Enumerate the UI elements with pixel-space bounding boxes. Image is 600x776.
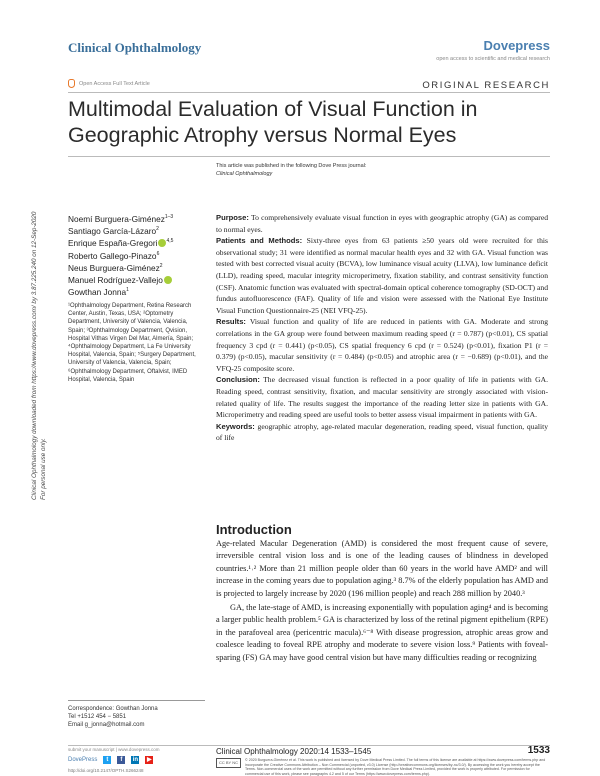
personal-use-line: For personal use only. [40,438,47,500]
introduction-body [216,538,548,664]
keywords-label: Keywords: [216,421,255,431]
correspondence-tel: Tel +1512 454 − 5851 [68,714,127,720]
journal-name: Clinical Ophthalmology [68,40,202,55]
footer-citation: Clinical Ophthalmology 2020:14 1533–1545 [216,747,372,756]
correspondence-email[interactable]: Email g_jonna@hotmail.com [68,722,145,728]
dovepress-logo[interactable]: DovePress [68,757,98,763]
correspondence [68,705,158,729]
methods-text: Sixty-three eyes from 63 patients ≥50 years old were recruited for this observational study; 31 were identified as normal macular health eyes and 32 with GA. Visual function was tested with best corrected visual acuity (BCVA), low luminance visual acuity (LLVA), low luminance deficit (LLD), reading speed, macular integrity microperimetry, fixation stability, and contrast sensitivity function (CSF). Anatomic function was evaluated with spectral-domain optical coherence tomography (SD-OCT) and fundus autofluorescence (FAF). Quality of life and vision were assessed with the National Eye Institute Visual Function Questionnaire-25 (NEI VFQ-25). [216,236,548,315]
publication-note [216,162,366,178]
publisher-tagline: open access to scientific and medical research [436,56,550,62]
author-name [68,262,173,274]
divider [68,92,550,93]
purpose-text: To comprehensively evaluate visual function in eyes with geographic atrophy (GA) as compared to normal eyes. [216,213,548,234]
footer-logo-row [68,756,153,764]
author-affiliation-sup: 6 [156,250,160,257]
article-title: Multimodal Evaluation of Visual Function in Geographic Atrophy versus Normal Eyes [68,97,478,147]
purpose-label: Purpose: [216,213,249,222]
open-access-label: Open Access Full Text Article [79,80,150,87]
linkedin-icon[interactable]: in [132,757,139,763]
author-name-text: Enrique España-Gregori [68,238,158,249]
author-affiliation-sup: 1–3 [164,214,174,221]
author-name [68,274,173,286]
open-access-icon [68,79,75,88]
author-affiliation-sup: 2 [159,263,163,270]
author-name [68,213,173,225]
publication-note-line: This article was published in the following Dove Press journal: [216,163,367,169]
divider [68,156,550,157]
author-name [68,237,173,249]
author-name-text: Neus Burguera-Giménez [68,262,160,273]
results-label: Results: [216,317,246,327]
author-name-text: Gowthan Jonna [68,287,127,298]
keywords-text: geographic atrophy, age-related macular degeneration, reading speed, visual function, quality of life [216,421,548,443]
paragraph: Age-related Macular Degeneration (AMD) is considered the most frequent cause of severe, irreversible central vision loss and is one of the leading causes of blindness in developed countries.¹˒² More than 21 million people older than 60 years in the world have AMD² and will increase in the coming years due to population aging.³ 8.7% of the elderly population has AMD and is projected to largely increase by 2020 (196 million people) and reach 288 million by 2040.³ [216,539,548,598]
publication-note-journal: Clinical Ophthalmology [216,171,273,177]
author-affiliation-sup: 4,5 [166,238,174,245]
author-list [68,213,173,298]
youtube-icon[interactable]: ▶ [147,757,152,763]
submit-link[interactable]: submit your manuscript | www.dovepress.com [68,747,160,752]
orcid-icon[interactable] [164,276,172,284]
results-text: Visual function and quality of life are reduced in patients with GA. Moderate and strong correlations in the GA group were found between maximum reading speed (r = 0.787) (p<0.01), CS spatial frequency 3 cpd (r = 0.441) (p<0.05), CS spatial frequency 6 cpd (r = 0.524) (p<0.01), fixation P1 (r = 0.379) (p<0.05), macular sensitivity (r = 0.484) (p<0.05) and atrophic area (r = −0.689) (p<0.01), and the VFQ-25 composite score. [216,317,548,373]
facebook-icon[interactable]: f [117,756,125,764]
author-name [68,286,173,298]
divider [68,700,205,701]
download-watermark [30,212,48,500]
doi-link[interactable]: http://doi.org/10.2147/OPTH.S266248 [68,768,144,773]
license-block [216,758,548,776]
publisher-logo[interactable]: Dovepress [483,38,550,53]
paragraph: GA, the late-stage of AMD, is increasing exponentially with population aging⁴ and is becoming a larger public health problem.⁵ GA is characterized by loss of the retinal pigment epithelium (RPE) in the parafoveal area (pericentric macula).⁶⁻⁸ With disease progression, atrophic areas grow and coalesce leading to foveal RPE atrophy and moderate to severe vision loss.⁹ Patients with foveal-sparing (FS) GA may have good central vision but have many difficulties reading or recognizing [216,603,548,662]
conclusion-text: The decreased visual function is reflected in a poor quality of life in patients with GA. Reading speed, contrast sensitivity, fixation, and macular sensitivity are strongly associated with vision-related quality of life. The results suggest the importance of the reading letter size in patients with GA. Microperimetry and reading speed are useful tools to better assess visual impairment in patients with GA. [216,375,548,420]
affiliations: ¹Ophthalmology Department, Retina Research Center, Austin, Texas, USA; ²Optometry Department, University of Valencia, Valencia, Spain; ³Ophthalmology Department, Qvision, Hospital Vithas Virgen Del Mar, Almería, Spain; ⁴Ophthalmology Department, La Fe University Hospital, Valencia, Spain; ⁵Surgery Department, University of Valencia, Valencia, Spain; ⁶Ophthalmology Department, Oftalvist, IMED Hospital, Valencia, Spain [68,303,196,383]
author-affiliation-sup: 1 [126,287,129,294]
page-number: 1533 [527,745,550,756]
author-name-text: Roberto Gallego-Pinazo [68,250,157,261]
article-type: ORIGINAL RESEARCH [422,80,550,91]
license-text: © 2020 Burguera-Giménez et al. This work is published and licensed by Dove Medical Press Limited. The full terms of this license are available at https://www.dovepress.com/terms.php and incorporate the Creative Commons Attribution – Non Commercial (unported, v3.0) License (http://creativecommons.org/licenses/by-nc/3.0/). By accessing the work you hereby accept the Terms. Non-commercial uses of the work are permitted without any further permission from Dove Medical Press Limited, provided the work is properly attributed. For permission for commercial use of this work, please see paragraphs 4.2 and 5 of our Terms (https://www.dovepress.com/terms.php). [245,758,546,776]
author-name [68,250,173,262]
author-name-text: Noemí Burguera-Giménez [68,214,165,224]
open-access-line [68,79,150,88]
methods-label: Patients and Methods: [216,236,303,246]
twitter-icon[interactable]: t [103,756,111,764]
author-name-text: Santiago García-Lázaro [68,226,157,237]
section-heading: Introduction [216,522,292,537]
author-name-text: Manuel Rodríguez-Vallejo [68,275,163,286]
divider [68,745,550,746]
cc-license-icon[interactable]: CC BY NC [216,758,241,768]
correspondence-name: Correspondence: Gowthan Jonna [68,706,158,712]
conclusion-label: Conclusion: [216,375,260,385]
abstract [216,212,548,444]
author-name [68,225,173,237]
download-line: Clinical Ophthalmology downloaded from https://www.dovepress.com/ by 3.87.225.240 on 12-Sep-2020 [31,211,38,500]
author-affiliation-sup: 2 [156,226,159,233]
